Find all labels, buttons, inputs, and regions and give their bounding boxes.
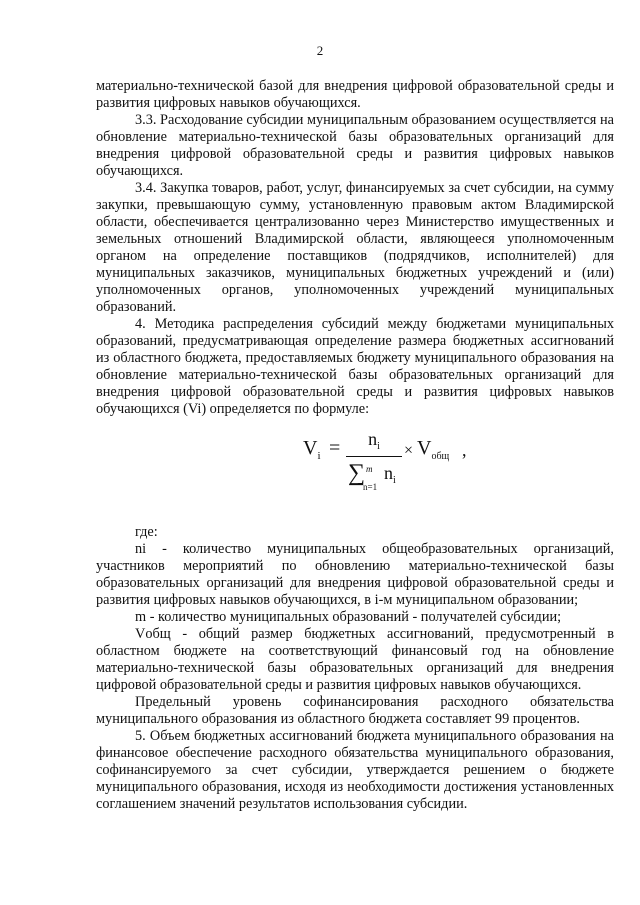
where-label: где: — [135, 524, 158, 540]
formula-denominator — [346, 459, 402, 492]
denominator-term: $n_i$ — [384, 463, 396, 486]
document-body — [96, 78, 614, 813]
sum-sign: ∑ — [348, 460, 366, 486]
formula-equals: = — [329, 437, 341, 459]
formula-numerator: $n_i$ — [368, 429, 380, 452]
sum-upper-limit: m — [366, 464, 373, 474]
paragraph-3-3: 3.3. Расходование субсидии муниципальным образованием осуществляется на обновление материально-технической базы образовательных организаций для внедрения цифровой образовательной среды и развития цифровых навыков обучающихся. — [96, 112, 614, 179]
formula-times: × — [404, 442, 414, 459]
paragraph-cofinancing-limit: Предельный уровень софинансирования расходного обязательства муниципального образования из областного бюджета составляет 99 процентов. — [96, 694, 614, 727]
sum-lower-limit: n=1 — [363, 482, 378, 492]
fraction-bar — [346, 456, 402, 457]
formula-fraction — [346, 428, 402, 492]
page-number: 2 — [316, 43, 324, 58]
definition-ni: ni - количество муниципальных общеобразовательных организаций, участников мероприятий по обновлению материально-технической базы образовательных организаций для внедрения цифровой образовательной среды и развития цифровых навыков обучающихся, в i-м муниципальном образовании; — [96, 541, 614, 608]
distribution-formula — [96, 428, 614, 492]
formula-vtotal: $V_{общ}$ — [417, 437, 450, 462]
paragraph-3-4: 3.4. Закупка товаров, работ, услуг, финансируемых за счет субсидии, на сумму закупки, превышающую сумму, установленную правовым актом Владимирской области, обеспечивается централизованно через Министерство имущественных и земельных отношений Владимирской области, являющееся уполномоченным органом на определение поставщиков (подрядчиков, исполнителей) для муниципальных заказчиков, муниципальных бюджетных учреждений и (или) уполномоченных органов, уполномоченных учреждений муниципальных образований. — [96, 180, 614, 315]
paragraph-continuation: материально-технической базой для внедрения цифровой образовательной среды и развития цифровых навыков обучающихся. — [96, 78, 614, 111]
definition-vtotal: Vобщ - общий размер бюджетных ассигнований, предусмотренный в областном бюджете на соответствующий финансовый год на обновление материально-технической базы образовательных организаций для внедрения цифровой образовательной среды и развития цифровых навыков обучающихся. — [96, 626, 614, 693]
definition-m: m - количество муниципальных образований - получателей субсидии; — [135, 609, 562, 625]
formula-lhs: $V_i$ — [303, 437, 321, 462]
paragraph-4: 4. Методика распределения субсидий между бюджетами муниципальных образований, предусматривающая определение размера бюджетных ассигнований из областного бюджета, предоставляемых бюджету муниципального образования на обновление материально-технической базы образовательных организаций для внедрения цифровой образовательной среды и развития цифровых навыков обучающихся (Vi) определяется по формуле: — [96, 316, 614, 417]
formula-comma: , — [462, 440, 467, 460]
paragraph-5: 5. Объем бюджетных ассигнований бюджета муниципального образования на финансовое обеспечение расходного обязательства муниципального образования, софинансируемого за счет субсидии, утверждается решением о бюджете муниципального образования, исходя из необходимости достижения установленных соглашением значений результатов использования субсидии. — [96, 728, 614, 812]
